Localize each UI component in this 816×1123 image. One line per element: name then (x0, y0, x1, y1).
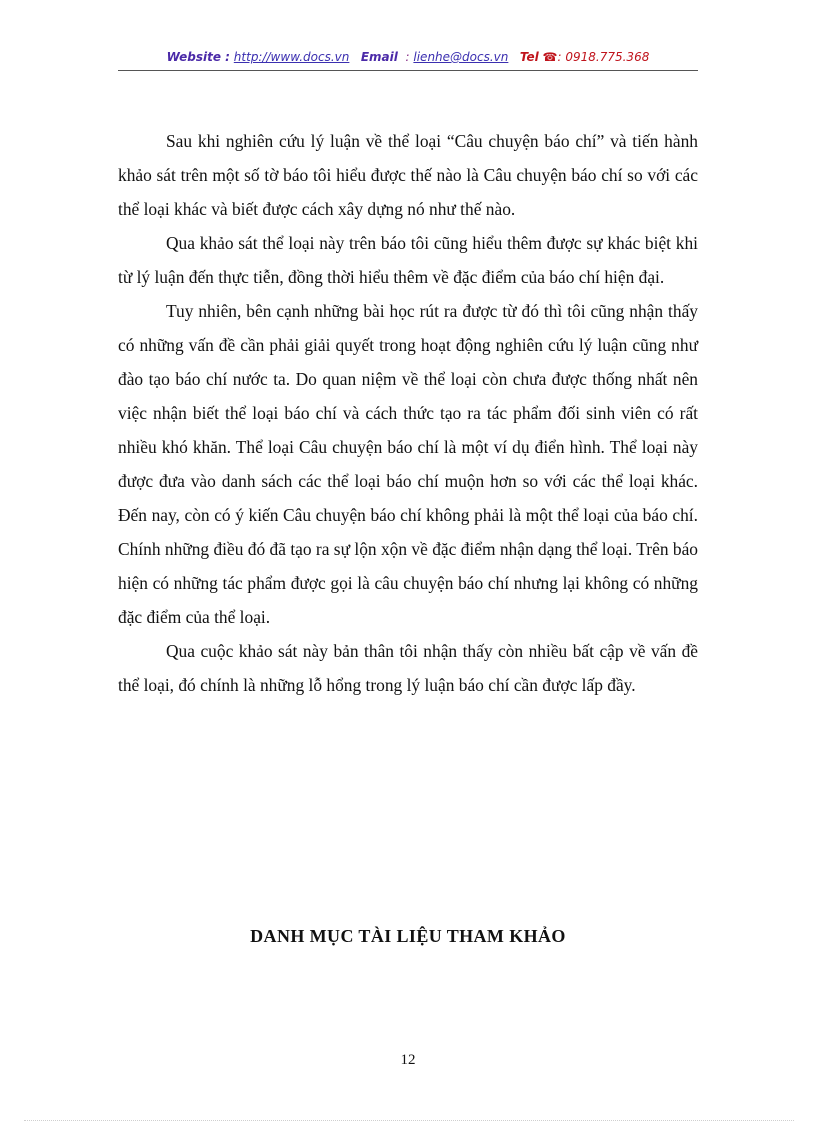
header-divider (118, 70, 698, 71)
paragraph-1: Sau khi nghiên cứu lý luận về thể loại “Câu chuyện báo chí” và tiến hành khảo sát trên một số tờ báo tôi hiểu được thế nào là Câu chuyện báo chí so với các thể loại khác và biết được cách xây dựng nó như thế nào. (118, 131, 698, 219)
website-link[interactable]: http://www.docs.vn (233, 50, 350, 64)
email-separator: : (405, 50, 410, 64)
email-label: Email (360, 50, 398, 64)
website-label: Website : (166, 50, 230, 64)
paragraph-3: Tuy nhiên, bên cạnh những bài học rút ra được từ đó thì tôi cũng nhận thấy có những vấn đề cần phải giải quyết trong hoạt động nghiên cứu lý luận cũng như đào tạo báo chí nước ta. Do quan niệm về thể loại còn chưa được thống nhất nên việc nhận biết thể loại báo chí và cách thức tạo ra tác phẩm đối sinh viên có rất nhiều khó khăn. Thể loại Câu chuyện báo chí là một ví dụ điển hình. Thể loại này được đưa vào danh sách các thể loại báo chí muộn hơn so với các thể loại khác. Đến nay, còn có ý kiến Câu chuyện báo chí không phải là một thể loại của báo chí. Chính những điều đó đã tạo ra sự lộn xộn về đặc điểm nhận dạng thể loại. Trên báo hiện có những tác phẩm được gọi là câu chuyện báo chí nhưng lại không có những đặc điểm của thể loại. (118, 301, 698, 627)
paragraph-4: Qua cuộc khảo sát này bản thân tôi nhận thấy còn nhiều bất cập về vấn đề thể loại, đó chính là những lỗ hổng trong lý luận báo chí cần được lấp đầy. (118, 641, 698, 695)
phone-icon: ☎ (542, 50, 558, 64)
phone-number: : 0918.775.368 (557, 50, 650, 64)
tel-label: Tel (519, 50, 539, 64)
page-number: 12 (400, 1052, 416, 1068)
footer-divider (24, 1120, 794, 1121)
page-header (118, 50, 698, 70)
email-link[interactable]: lienhe@docs.vn (413, 50, 509, 64)
paragraph-2: Qua khảo sát thể loại này trên báo tôi cũng hiểu thêm được sự khác biệt khi từ lý luận đến thực tiễn, đồng thời hiểu thêm về đặc điểm của báo chí hiện đại. (118, 233, 698, 287)
section-title: DANH MỤC TÀI LIỆU THAM KHẢO (250, 926, 566, 946)
body-text (118, 124, 698, 702)
